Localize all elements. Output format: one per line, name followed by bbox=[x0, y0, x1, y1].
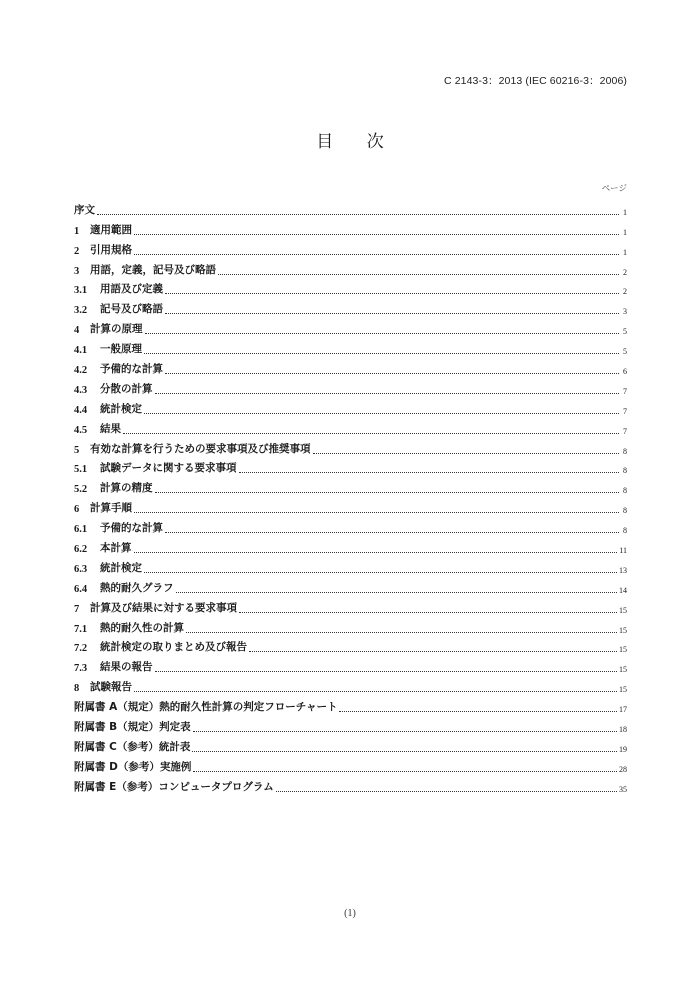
toc-entry-page: 19 bbox=[619, 744, 627, 754]
toc-entry[interactable] bbox=[74, 734, 627, 754]
toc-entry-page: 28 bbox=[619, 764, 627, 774]
toc-entry-number: 5.1 bbox=[74, 464, 88, 476]
toc-dot-leader bbox=[165, 523, 619, 535]
toc-entry-page: 5 bbox=[623, 327, 627, 337]
toc-entry-number: 4.5 bbox=[74, 424, 88, 436]
toc-entry-number: 4.1 bbox=[74, 345, 88, 357]
table-of-contents bbox=[74, 197, 627, 794]
toc-dot-leader bbox=[249, 642, 617, 654]
toc-entry-label: 一般原理 bbox=[100, 343, 142, 356]
toc-entry-page: 13 bbox=[619, 565, 627, 575]
toc-entry-number: 2 bbox=[74, 245, 80, 257]
standard-id: C 2143-3：2013 (IEC 60216-3：2006) bbox=[444, 75, 627, 87]
toc-entry-label: 記号及び略語 bbox=[100, 303, 163, 316]
toc-entry-label: 試験データに関する要求事項 bbox=[100, 462, 237, 475]
toc-entry[interactable] bbox=[74, 714, 627, 734]
toc-entry[interactable] bbox=[74, 674, 627, 694]
toc-entry-label: 結果 bbox=[100, 422, 121, 435]
toc-entry-label: 附属書 B（規定）判定表 bbox=[74, 721, 191, 734]
toc-entry-page: 8 bbox=[623, 466, 627, 476]
toc-entry-page: 7 bbox=[623, 426, 627, 436]
toc-dot-leader bbox=[134, 682, 617, 694]
toc-entry-label: 計算の原理 bbox=[90, 323, 143, 336]
toc-entry-page: 1 bbox=[623, 227, 627, 237]
toc-entry[interactable] bbox=[74, 336, 627, 356]
toc-entry-page: 8 bbox=[623, 446, 627, 456]
toc-entry-number: 7.2 bbox=[74, 643, 88, 655]
toc-entry-label: 序文 bbox=[74, 203, 95, 216]
toc-entry-label: 熱的耐久グラフ bbox=[100, 581, 174, 594]
toc-entry-label: 用語及び定義 bbox=[100, 283, 163, 296]
toc-entry-number: 6.4 bbox=[74, 583, 88, 595]
toc-dot-leader bbox=[192, 742, 617, 754]
toc-entry-page: 8 bbox=[623, 506, 627, 516]
toc-entry[interactable] bbox=[74, 654, 627, 674]
toc-entry-page: 6 bbox=[623, 367, 627, 377]
toc-entry[interactable] bbox=[74, 257, 627, 277]
toc-entry[interactable] bbox=[74, 615, 627, 635]
toc-entry[interactable] bbox=[74, 456, 627, 476]
toc-entry[interactable] bbox=[74, 515, 627, 535]
toc-entry-label: 予備的な計算 bbox=[100, 522, 163, 535]
toc-entry-number: 3.1 bbox=[74, 285, 88, 297]
toc-entry-page: 7 bbox=[623, 406, 627, 416]
toc-entry[interactable] bbox=[74, 356, 627, 376]
toc-entry-label: 計算及び結果に対する要求事項 bbox=[90, 601, 237, 614]
toc-entry-page: 18 bbox=[619, 725, 627, 735]
toc-entry-number: 4.2 bbox=[74, 365, 88, 377]
toc-entry-number: 4.4 bbox=[74, 404, 88, 416]
toc-entry-label: 試験報告 bbox=[90, 681, 132, 694]
page-column-label: ページ bbox=[601, 184, 627, 194]
toc-entry[interactable] bbox=[74, 316, 627, 336]
toc-dot-leader bbox=[144, 404, 619, 416]
toc-dot-leader bbox=[123, 424, 619, 436]
toc-entry[interactable] bbox=[74, 774, 627, 794]
toc-entry-label: 附属書 A（規定）熱的耐久性計算の判定フローチャート bbox=[74, 701, 338, 714]
toc-dot-leader bbox=[144, 344, 619, 356]
toc-dot-leader bbox=[193, 762, 617, 774]
toc-entry-number: 6.3 bbox=[74, 563, 88, 575]
toc-entry-label: 適用範囲 bbox=[90, 223, 132, 236]
toc-entry-page: 1 bbox=[623, 207, 627, 217]
toc-dot-leader bbox=[134, 245, 619, 257]
toc-entry-label: 統計検定 bbox=[100, 561, 142, 574]
toc-entry-number: 8 bbox=[74, 683, 80, 695]
toc-entry-number: 7 bbox=[74, 603, 80, 615]
toc-entry[interactable] bbox=[74, 495, 627, 515]
toc-entry-page: 3 bbox=[623, 307, 627, 317]
toc-entry-page: 15 bbox=[619, 685, 627, 695]
toc-entry-label: 分散の計算 bbox=[100, 382, 153, 395]
page-title: 目 次 bbox=[316, 132, 398, 152]
toc-entry[interactable] bbox=[74, 575, 627, 595]
toc-entry[interactable] bbox=[74, 296, 627, 316]
toc-entry-label: 本計算 bbox=[100, 542, 132, 555]
toc-entry[interactable] bbox=[74, 396, 627, 416]
toc-dot-leader bbox=[239, 463, 620, 475]
toc-dot-leader bbox=[134, 503, 619, 515]
toc-entry[interactable] bbox=[74, 535, 627, 555]
toc-dot-leader bbox=[239, 603, 617, 615]
toc-entry-page: 15 bbox=[619, 605, 627, 615]
toc-dot-leader bbox=[134, 225, 619, 237]
toc-dot-leader bbox=[155, 384, 620, 396]
toc-entry-number: 1 bbox=[74, 225, 80, 237]
toc-entry[interactable] bbox=[74, 277, 627, 297]
toc-entry[interactable] bbox=[74, 416, 627, 436]
toc-entry-label: 結果の報告 bbox=[100, 661, 153, 674]
toc-entry-label: 計算手順 bbox=[90, 502, 132, 515]
toc-entry-page: 17 bbox=[619, 705, 627, 715]
toc-entry-number: 5.2 bbox=[74, 484, 88, 496]
toc-entry-label: 用語，定義，記号及び略語 bbox=[90, 263, 216, 276]
toc-entry-number: 6.2 bbox=[74, 544, 88, 556]
toc-entry-page: 15 bbox=[619, 645, 627, 655]
toc-entry[interactable] bbox=[74, 694, 627, 714]
toc-entry-number: 6.1 bbox=[74, 524, 88, 536]
toc-entry-number: 6 bbox=[74, 504, 80, 516]
toc-entry-page: 8 bbox=[623, 486, 627, 496]
toc-entry-number: 3 bbox=[74, 265, 80, 277]
toc-entry[interactable] bbox=[74, 197, 627, 217]
toc-entry-page: 8 bbox=[623, 526, 627, 536]
toc-dot-leader bbox=[186, 623, 617, 635]
toc-entry-page: 5 bbox=[623, 347, 627, 357]
toc-entry-number: 5 bbox=[74, 444, 80, 456]
toc-entry-label: 附属書 C（参考）統計表 bbox=[74, 740, 191, 753]
toc-dot-leader bbox=[193, 722, 617, 734]
toc-entry[interactable] bbox=[74, 635, 627, 655]
toc-dot-leader bbox=[218, 265, 619, 277]
toc-entry-number: 7.3 bbox=[74, 663, 88, 675]
toc-entry-page: 15 bbox=[619, 665, 627, 675]
toc-entry[interactable] bbox=[74, 237, 627, 257]
toc-dot-leader bbox=[134, 543, 618, 555]
toc-entry-label: 附属書 D（参考）実施例 bbox=[74, 760, 192, 773]
toc-entry-page: 7 bbox=[623, 386, 627, 396]
toc-entry-label: 引用規格 bbox=[90, 243, 132, 256]
toc-dot-leader bbox=[155, 483, 620, 495]
toc-entry[interactable] bbox=[74, 217, 627, 237]
toc-entry-label: 統計検定の取りまとめ及び報告 bbox=[100, 641, 247, 654]
toc-dot-leader bbox=[155, 662, 618, 674]
toc-entry-label: 附属書 E（参考）コンピュータプログラム bbox=[74, 780, 274, 793]
toc-entry[interactable] bbox=[74, 475, 627, 495]
toc-entry-page: 15 bbox=[619, 625, 627, 635]
toc-dot-leader bbox=[165, 364, 619, 376]
toc-dot-leader bbox=[276, 782, 617, 794]
toc-entry[interactable] bbox=[74, 595, 627, 615]
toc-entry-label: 有効な計算を行うための要求事項及び推奨事項 bbox=[90, 442, 311, 455]
toc-dot-leader bbox=[339, 702, 617, 714]
toc-entry-page: 11 bbox=[619, 546, 627, 556]
toc-dot-leader bbox=[165, 284, 619, 296]
toc-entry[interactable] bbox=[74, 436, 627, 456]
toc-entry-label: 予備的な計算 bbox=[100, 363, 163, 376]
toc-entry-number: 4.3 bbox=[74, 384, 88, 396]
toc-dot-leader bbox=[176, 583, 618, 595]
toc-entry-page: 1 bbox=[623, 247, 627, 257]
toc-entry-label: 熱的耐久性の計算 bbox=[100, 621, 184, 634]
toc-dot-leader bbox=[144, 563, 617, 575]
toc-entry-number: 4 bbox=[74, 325, 80, 337]
toc-entry-label: 計算の精度 bbox=[100, 482, 153, 495]
toc-entry[interactable] bbox=[74, 754, 627, 774]
toc-entry-number: 7.1 bbox=[74, 623, 88, 635]
toc-entry-number: 3.2 bbox=[74, 305, 88, 317]
toc-entry-page: 2 bbox=[623, 287, 627, 297]
toc-dot-leader bbox=[165, 304, 619, 316]
toc-dot-leader bbox=[145, 324, 620, 336]
toc-entry-page: 2 bbox=[623, 267, 627, 277]
toc-entry-label: 統計検定 bbox=[100, 402, 142, 415]
toc-dot-leader bbox=[97, 205, 619, 217]
toc-entry-page: 14 bbox=[619, 585, 627, 595]
toc-entry[interactable] bbox=[74, 555, 627, 575]
toc-dot-leader bbox=[313, 444, 620, 456]
toc-entry[interactable] bbox=[74, 376, 627, 396]
toc-entry-page: 35 bbox=[619, 784, 627, 794]
page-number: (1) bbox=[344, 908, 356, 919]
